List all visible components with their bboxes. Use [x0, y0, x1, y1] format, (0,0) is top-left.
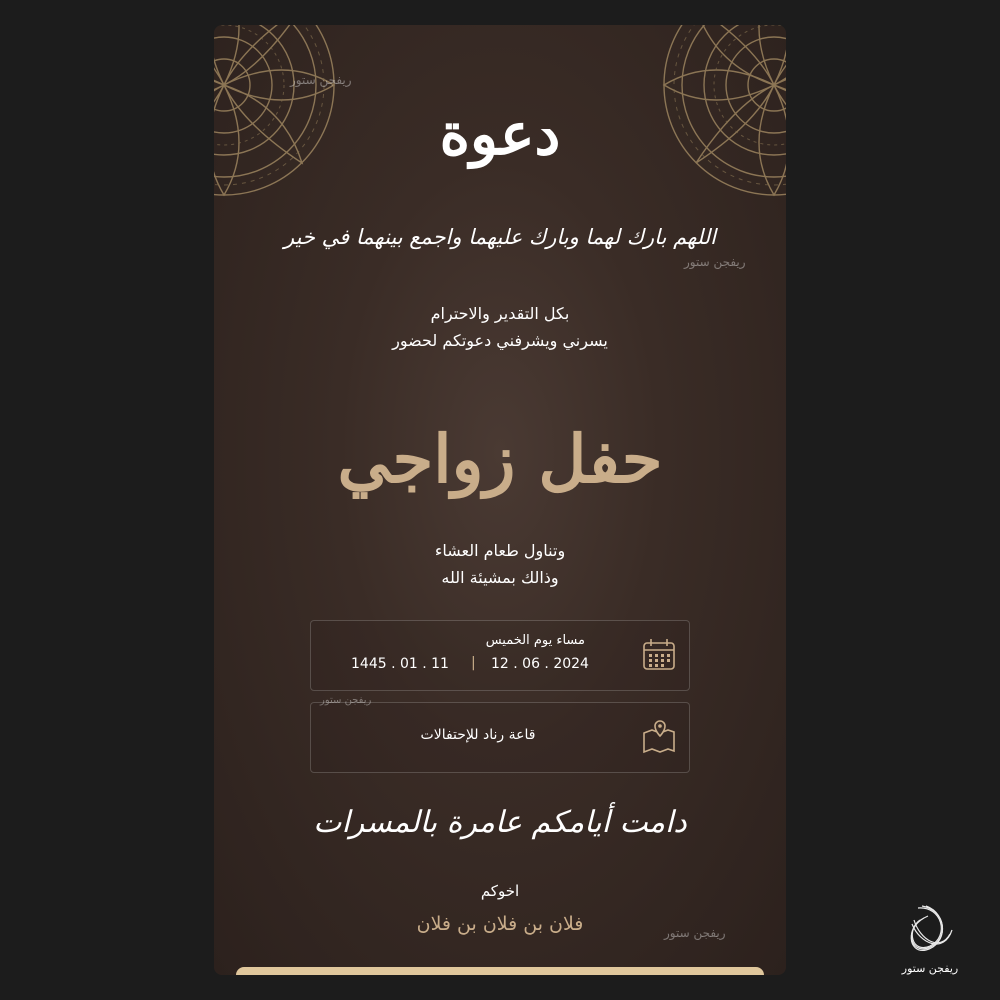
date-label: مساء يوم الخميس [485, 633, 585, 648]
bottom-bar [236, 967, 764, 975]
event-headline: حفل زواجي [337, 420, 663, 498]
map-pin-icon [641, 719, 677, 755]
dinner-text [214, 537, 786, 591]
location-box [310, 702, 690, 773]
closing-blessing: دامت أيامكم عامرة بالمسرات [313, 805, 687, 840]
brand-logo [890, 900, 970, 980]
intro-line-2: يسرني ويشرفني دعوتكم لحضور [392, 331, 608, 350]
intro-text [214, 300, 786, 354]
intro-line-1: بكل التقدير والاحترام [430, 304, 570, 323]
date-values [351, 656, 611, 676]
invitation-title: دعوة [439, 100, 561, 168]
ribbon-logo-icon [890, 900, 970, 960]
date-hijri: 1445 . 01 . 11 [351, 656, 449, 672]
watermark: ريفجن ستور [684, 255, 746, 269]
location-name: قاعة رناد للإحتفالات [420, 727, 536, 743]
host-name: فلان بن فلان بن فلان [416, 913, 584, 935]
watermark: ريفجن ستور [664, 926, 726, 940]
date-separator: | [471, 655, 476, 671]
sign-off: اخوكم [480, 882, 520, 900]
date-box [310, 620, 690, 691]
dinner-line-1: وتناول طعام العشاء [434, 541, 566, 560]
watermark: ريفجن ستور [290, 73, 352, 87]
brand-name: ريفجن ستور [901, 962, 959, 975]
calendar-icon [641, 637, 677, 673]
dinner-line-2: وذالك بمشيئة الله [441, 568, 559, 587]
watermark: ريفجن ستور [320, 695, 372, 706]
date-gregorian: 12 . 06 . 2024 [491, 656, 589, 672]
marriage-prayer: اللهم بارك لهما وبارك عليهما واجمع بينهما في خير [284, 225, 716, 249]
invitation-card [214, 25, 786, 975]
